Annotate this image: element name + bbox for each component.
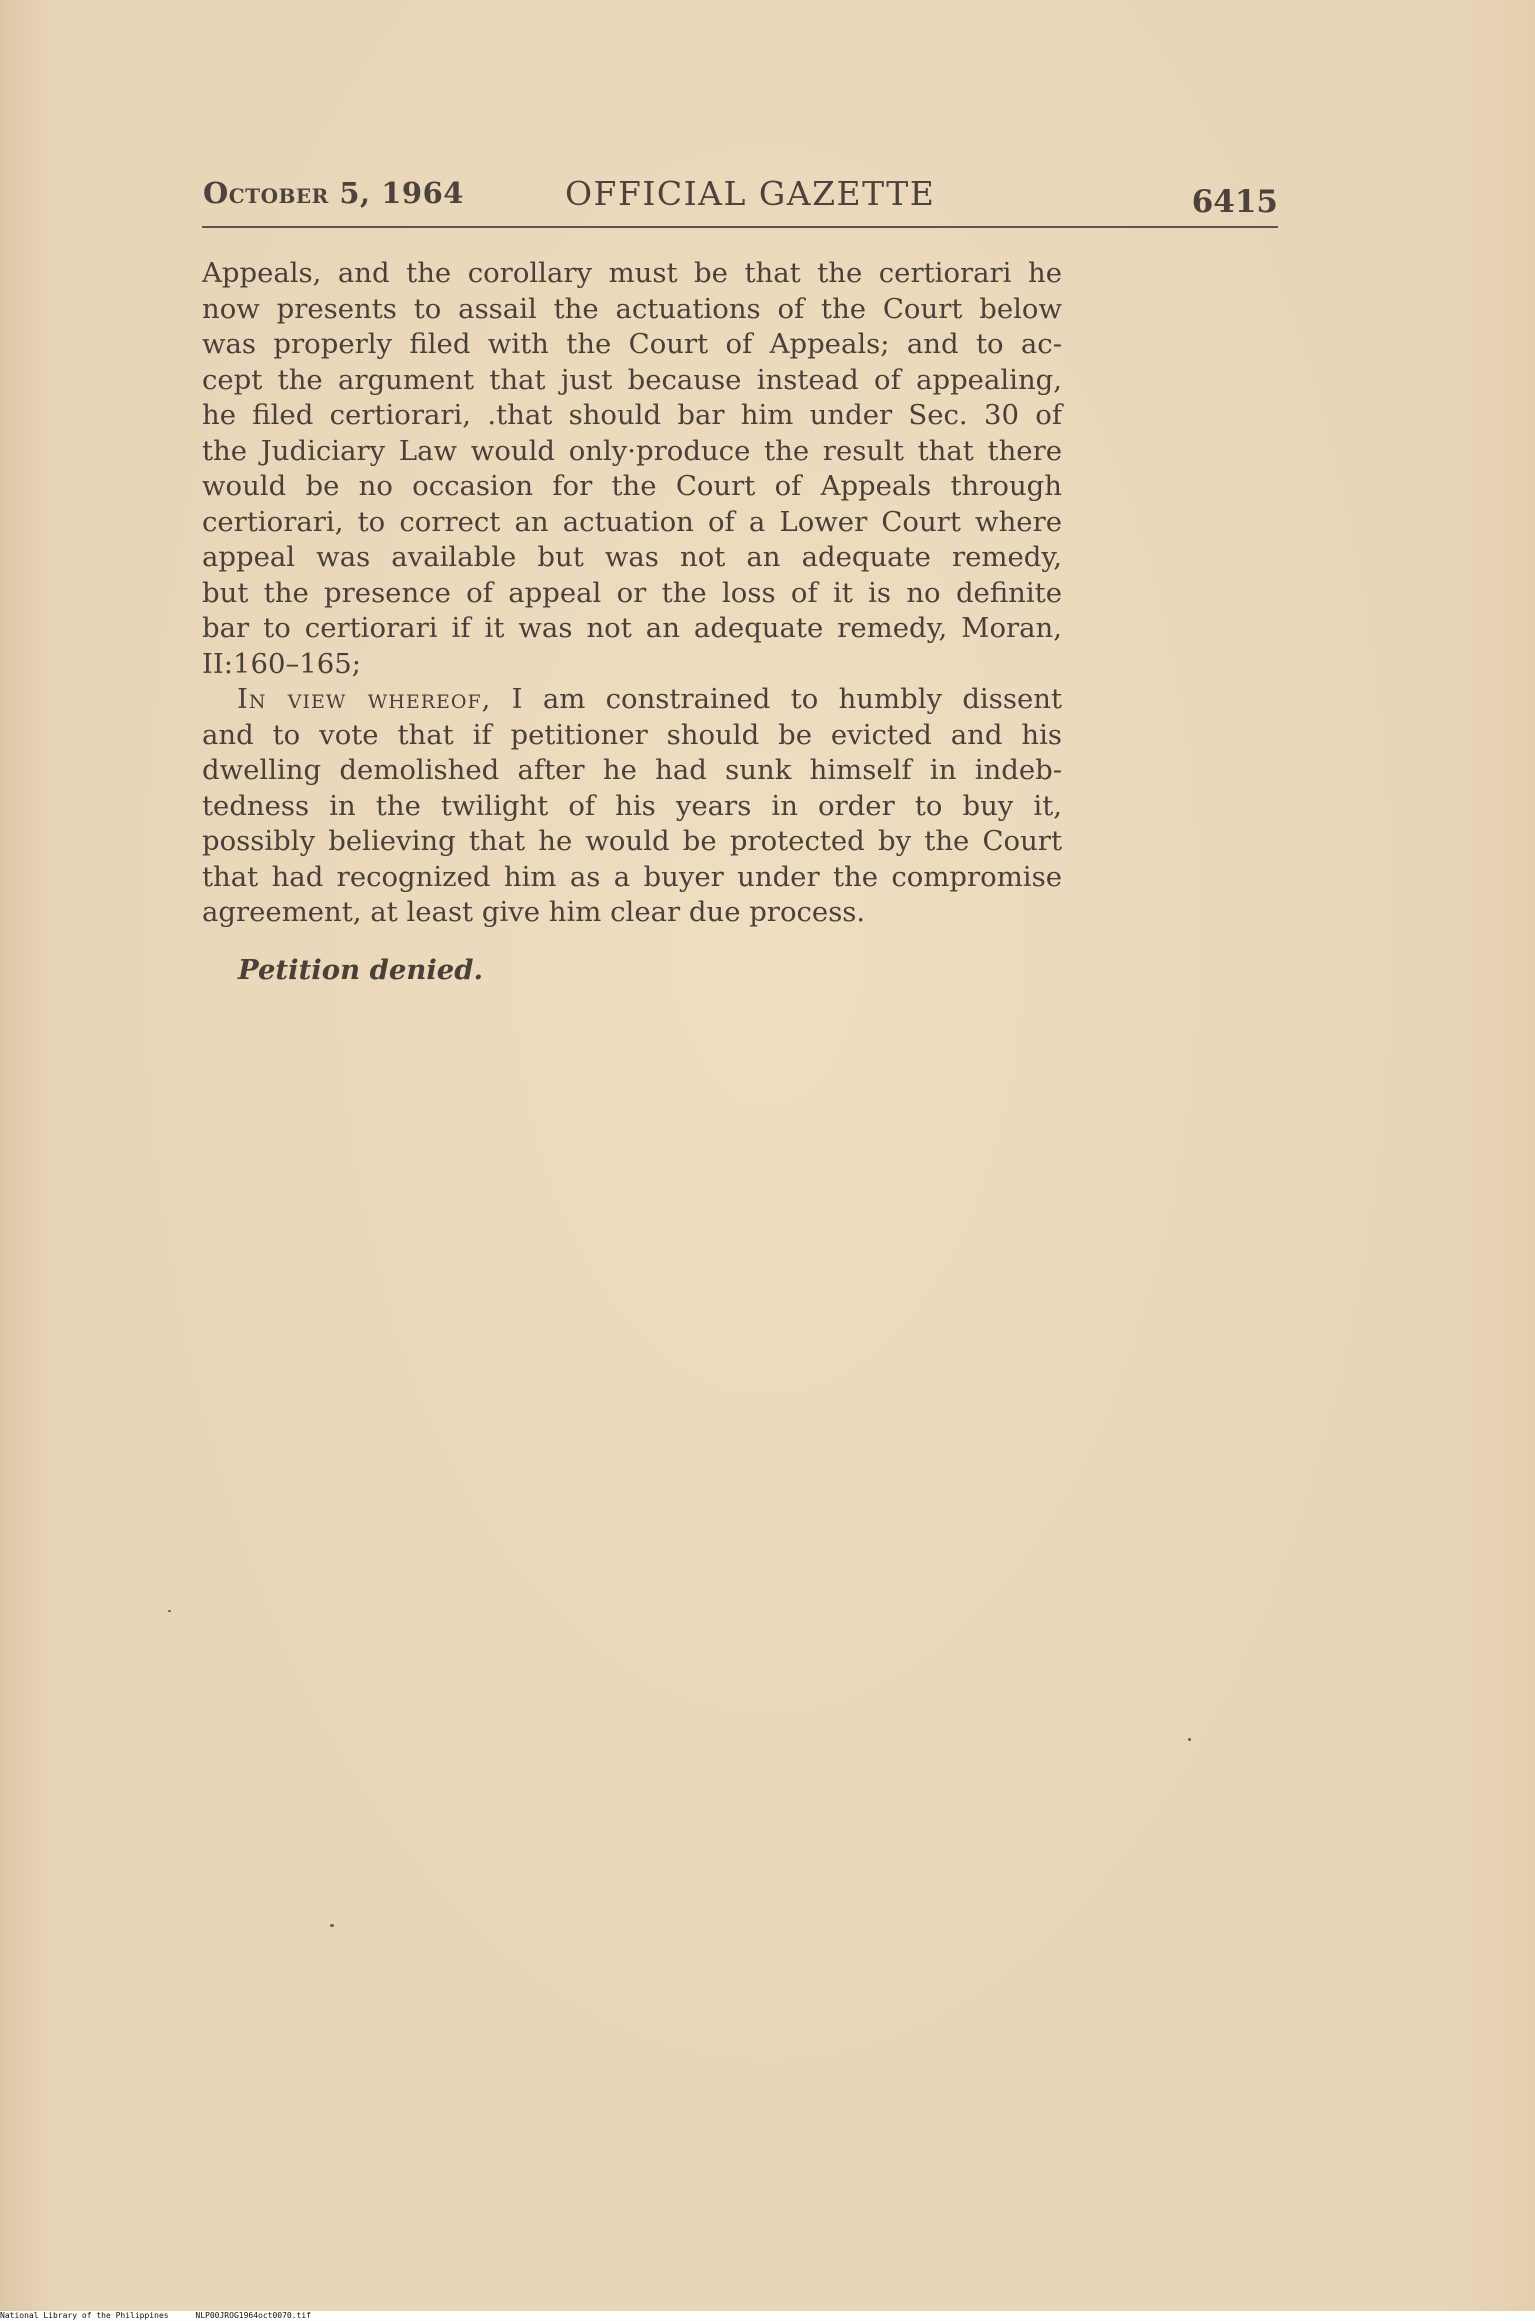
text-line: but the presence of appeal or the loss of it is no definite bbox=[202, 576, 1062, 609]
paper-speck bbox=[1188, 1738, 1191, 1741]
paragraph-1 bbox=[202, 256, 1062, 682]
text-line bbox=[202, 682, 1062, 718]
header-rule bbox=[202, 226, 1278, 228]
paper-speck bbox=[330, 1924, 334, 1927]
text-line: Appeals, and the corollary must be that the certiorari he bbox=[202, 257, 1062, 289]
text-line: possibly believing that he would be protected by the Court bbox=[202, 825, 1062, 857]
closing-statement: Petition denied. bbox=[238, 953, 484, 986]
page-header bbox=[203, 172, 1278, 222]
paper-speck bbox=[168, 1610, 171, 1612]
text-line: II:160–165; bbox=[202, 647, 361, 680]
text-line: tedness in the twilight of his years in order to buy it, bbox=[202, 789, 1062, 822]
text-line: and to vote that if petitioner should be evicted and his bbox=[202, 718, 1062, 751]
text-line: cept the argument that just because instead of appealing, bbox=[202, 363, 1062, 396]
text-line: agreement, at least give him clear due process. bbox=[202, 896, 866, 928]
text-line: certiorari, to correct an actuation of a Lower Court where bbox=[202, 505, 1062, 538]
publication-title: OFFICIAL GAZETTE bbox=[565, 174, 936, 213]
footer-source: National Library of the Philippines bbox=[0, 2311, 169, 2320]
text-line: would be no occasion for the Court of Appeals through bbox=[202, 470, 1062, 502]
paragraph-2 bbox=[202, 682, 1062, 931]
header-date: October 5, 1964 bbox=[203, 176, 464, 210]
footer-filename: NLP00JROG1964oct0070.tif bbox=[195, 2311, 311, 2320]
body-text bbox=[202, 256, 1062, 988]
text-line: that had recognized him as a buyer under the compromise bbox=[202, 860, 1062, 893]
lead-phrase: In view whereof, bbox=[237, 683, 492, 715]
scan-footer bbox=[0, 2311, 1535, 2321]
text-line: dwelling demolished after he had sunk himself in indeb- bbox=[202, 754, 1062, 786]
text-line: he filed certiorari, .that should bar him under Sec. 30 of bbox=[202, 399, 1062, 431]
text-line: the Judiciary Law would only·produce the result that there bbox=[202, 434, 1062, 467]
lead-line-rest: I am constrained to humbly dissent bbox=[491, 683, 1062, 715]
text-line: appeal was available but was not an adequate remedy, bbox=[202, 541, 1062, 573]
text-line: now presents to assail the actuations of the Court below bbox=[202, 292, 1062, 325]
text-line: was properly filed with the Court of Appeals; and to ac- bbox=[202, 328, 1062, 360]
page-number: 6415 bbox=[1191, 184, 1278, 220]
text-line: bar to certiorari if it was not an adequate remedy, Moran, bbox=[202, 612, 1062, 644]
